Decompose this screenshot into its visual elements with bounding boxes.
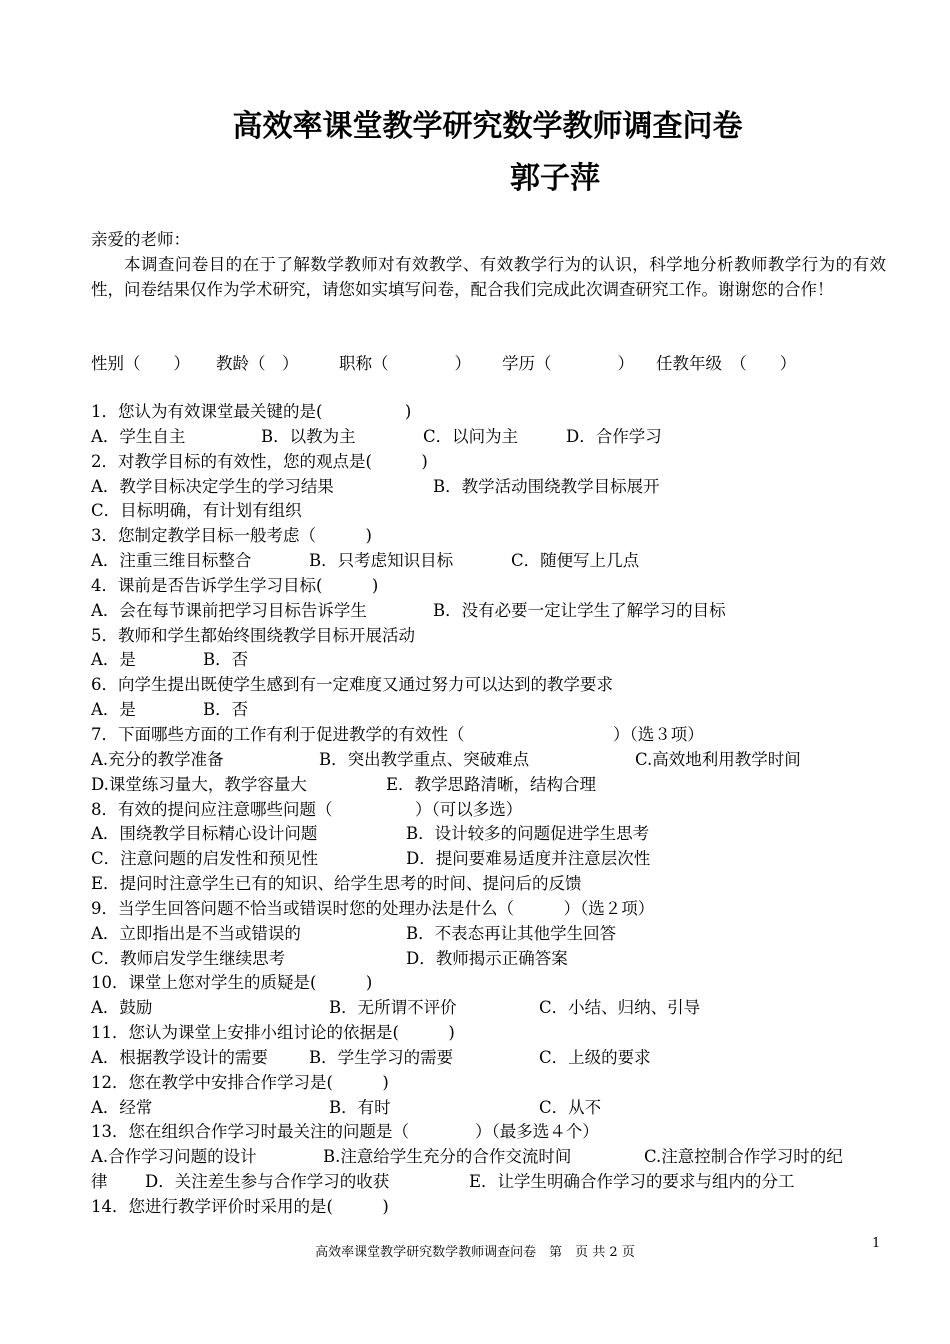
answer-option: A．教学目标决定学生的学习结果 bbox=[91, 476, 334, 496]
answer-option: C．小结、归纳、引导 bbox=[539, 998, 701, 1018]
option-line bbox=[91, 847, 886, 872]
answer-option: B.注意给学生充分的合作交流时间 bbox=[323, 1147, 572, 1167]
answer-option: B．无所谓不评价 bbox=[329, 998, 457, 1018]
question-text: 14．您进行教学评价时采用的是( ) bbox=[91, 1197, 389, 1216]
option-line bbox=[91, 549, 886, 574]
option-line bbox=[91, 996, 886, 1021]
answer-option: 律 bbox=[91, 1172, 108, 1192]
answer-option: B．不表态再让其他学生回答 bbox=[406, 923, 617, 943]
answer-option: C.高效地利用教学时间 bbox=[635, 749, 801, 769]
option-line bbox=[91, 922, 886, 947]
answer-option: C．以问为主 bbox=[423, 426, 519, 446]
question-text: 1．您认为有效课堂最关键的是( ) bbox=[91, 402, 412, 421]
answer-option: E．教学思路清晰，结构合理 bbox=[386, 774, 597, 794]
question-line bbox=[91, 1195, 886, 1220]
answer-option: B．突出教学重点、突破难点 bbox=[319, 749, 530, 769]
question-line bbox=[91, 723, 886, 748]
answer-option: D.课堂练习量大，教学容量大 bbox=[91, 774, 307, 794]
answer-option: C．上级的要求 bbox=[539, 1047, 651, 1067]
question-line bbox=[91, 1120, 886, 1145]
page-footer: 高效率课堂教学研究数学教师调查问卷 第 页 共 2 页 bbox=[315, 1245, 635, 1260]
answer-option: A．围绕教学目标精心设计问题 bbox=[91, 824, 318, 844]
question-text: 3．您制定教学目标一般考虑（ ) bbox=[91, 526, 372, 546]
education-field: 学历（ ） bbox=[502, 354, 634, 373]
option-line bbox=[91, 1145, 886, 1170]
question-text: 8．有效的提问应注意哪些问题（ ）（可以多选） bbox=[91, 799, 523, 819]
option-line bbox=[91, 698, 886, 723]
title-rank-field: 职称（ ） bbox=[339, 354, 471, 373]
answer-option: A.充分的教学准备 bbox=[91, 749, 224, 769]
question-line bbox=[91, 1071, 886, 1096]
question-line bbox=[91, 971, 886, 996]
question-text: C．目标明确，有计划有组织 bbox=[91, 501, 302, 521]
option-line bbox=[91, 599, 886, 624]
answer-option: B．设计较多的问题促进学生思考 bbox=[406, 824, 650, 844]
answer-option: D．合作学习 bbox=[566, 426, 662, 446]
question-text: 5．教师和学生都始终围绕教学目标开展活动 bbox=[91, 625, 415, 645]
question-text: E．提问时注意学生已有的知识、给学生思考的时间、提问后的反馈 bbox=[91, 874, 582, 894]
answer-option: B．否 bbox=[203, 700, 249, 720]
question-line bbox=[91, 798, 886, 823]
question-text: 7．下面哪些方面的工作有利于促进教学的有效性（ ）（选３项） bbox=[91, 724, 704, 744]
answer-option: B．只考虑知识目标 bbox=[309, 551, 454, 571]
question-text: 10．课堂上您对学生的质疑是( ) bbox=[91, 973, 373, 993]
question-text: 11．您认为课堂上安排小组讨论的依据是( ) bbox=[91, 1023, 455, 1043]
question-line bbox=[91, 872, 886, 897]
answer-option: A．根据教学设计的需要 bbox=[91, 1047, 268, 1067]
answer-option: A．会在每节课前把学习目标告诉学生 bbox=[91, 600, 367, 620]
answer-option: C．注意问题的启发性和预见性 bbox=[91, 849, 319, 869]
intro-paragraph: 本调查问卷目的在于了解数学教师对有效教学、有效教学行为的认识，科学地分析教师教学行为的有效性，问卷结果仅作为学术研究，请您如实填写问卷，配合我们完成此次调查研究工作。谢谢您的合作！ bbox=[91, 255, 886, 299]
question-line bbox=[91, 673, 886, 698]
option-line bbox=[91, 947, 886, 972]
question-line bbox=[91, 450, 886, 475]
question-line bbox=[91, 624, 886, 649]
question-text: 12．您在教学中安排合作学习是( ) bbox=[91, 1072, 389, 1092]
answer-option: B．有时 bbox=[329, 1097, 391, 1117]
question-line bbox=[91, 524, 886, 549]
question-line bbox=[91, 574, 886, 599]
answer-option: A．是 bbox=[91, 700, 136, 720]
answer-option: A.合作学习问题的设计 bbox=[91, 1147, 257, 1167]
answer-option: B．没有必要一定让学生了解学习的目标 bbox=[433, 600, 726, 620]
teaching-age-field: 教龄（ ） bbox=[216, 354, 299, 373]
question-line bbox=[91, 897, 886, 922]
answer-option: B．否 bbox=[203, 650, 249, 670]
answer-option: C．随便写上几点 bbox=[511, 551, 640, 571]
author-name: 郭子萍 bbox=[510, 161, 600, 196]
teaching-years-field: 任教年级 （ ） bbox=[656, 354, 797, 373]
question-line bbox=[91, 499, 886, 524]
question-text: 2．对教学目标的有效性，您的观点是( ) bbox=[91, 451, 428, 471]
answer-option: A．立即指出是不当或错误的 bbox=[91, 923, 301, 943]
answer-option: C.注意控制合作学习时的纪 bbox=[644, 1147, 843, 1167]
answer-option: E．让学生明确合作学习的要求与组内的分工 bbox=[469, 1172, 795, 1192]
option-line bbox=[91, 822, 886, 847]
answer-option: B．学生学习的需要 bbox=[309, 1047, 454, 1067]
option-line bbox=[91, 773, 886, 798]
question-line bbox=[91, 1021, 886, 1046]
option-line bbox=[91, 1170, 886, 1195]
question-text: 9．当学生回答问题不恰当或错误时您的处理办法是什么（ ）（选２项） bbox=[91, 898, 655, 918]
answer-option: A．是 bbox=[91, 650, 136, 670]
question-text: 4．课前是否告诉学生学习目标( ) bbox=[91, 575, 379, 595]
answer-option: C．从不 bbox=[539, 1097, 602, 1117]
question-line bbox=[91, 400, 886, 425]
answer-option: B．教学活动围绕教学目标展开 bbox=[433, 476, 660, 496]
question-text: 13．您在组织合作学习时最关注的问题是（ ）（最多选４个） bbox=[91, 1122, 599, 1142]
answer-option: D．教师揭示正确答案 bbox=[406, 948, 568, 968]
answer-option: A．鼓励 bbox=[91, 998, 153, 1018]
page-number: 1 bbox=[872, 1236, 881, 1251]
gender-field: 性别（ ） bbox=[91, 354, 190, 373]
option-line bbox=[91, 475, 886, 500]
document-title: 高效率课堂教学研究数学教师调查问卷 bbox=[232, 109, 743, 144]
question-text: 6．向学生提出既使学生感到有一定难度又通过努力可以达到的教学要求 bbox=[91, 675, 613, 695]
answer-option: D．提问要难易适度并注意层次性 bbox=[406, 849, 651, 869]
option-line bbox=[91, 748, 886, 773]
respondent-info-row bbox=[91, 351, 886, 376]
answer-option: C．教师启发学生继续思考 bbox=[91, 948, 286, 968]
option-line bbox=[91, 648, 886, 673]
option-line bbox=[91, 1046, 886, 1071]
answer-option: A．经常 bbox=[91, 1097, 153, 1117]
answer-option: D．关注差生参与合作学习的收获 bbox=[145, 1172, 390, 1192]
answer-option: B．以教为主 bbox=[261, 426, 356, 446]
question-list bbox=[91, 400, 886, 1220]
answer-option: A．注重三维目标整合 bbox=[91, 551, 252, 571]
option-line bbox=[91, 425, 886, 450]
greeting: 亲爱的老师： bbox=[91, 230, 190, 249]
answer-option: A．学生自主 bbox=[91, 426, 186, 446]
option-line bbox=[91, 1096, 886, 1121]
